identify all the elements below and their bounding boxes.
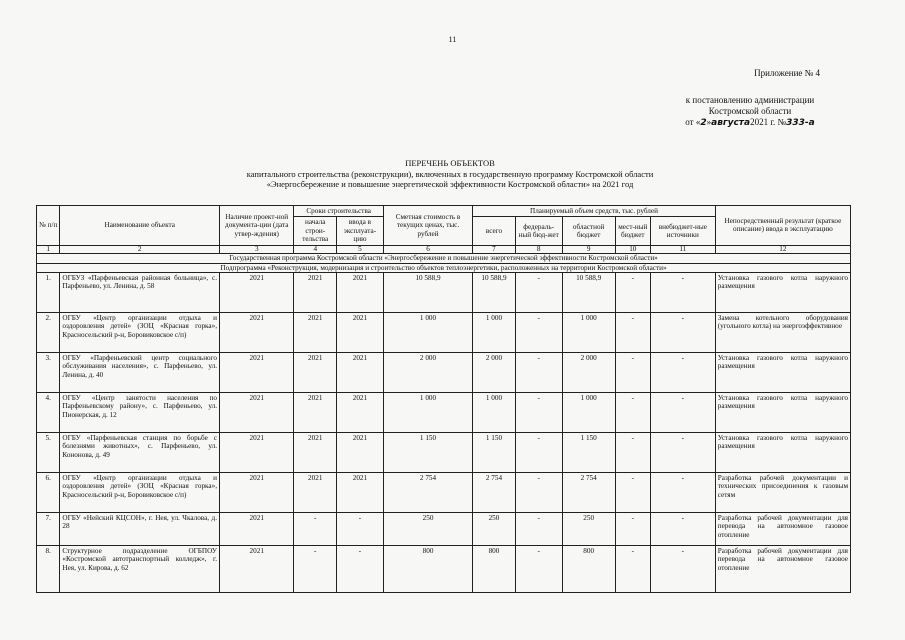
object-name: ОГБУ «Парфеньевский центр социального обслуживания населения», с. Парфеньево, ул. Ленина, д. 40 (60, 352, 220, 392)
date-month: августа (711, 118, 751, 128)
commission-year: 2021 (337, 312, 384, 352)
local-budget: - (615, 392, 650, 432)
commission-year: - (337, 512, 384, 545)
federal-budget: - (515, 312, 562, 352)
project-docs-date: 2021 (220, 472, 294, 512)
date-prefix: от « (685, 117, 701, 127)
estimated-cost: 1 000 (383, 312, 472, 352)
appendix-line-resolution: к постановлению администрации (685, 95, 815, 105)
header-start: начала строи-тельства (294, 217, 337, 245)
expected-result: Установка газового котла наружного размещения (715, 352, 850, 392)
table-row (37, 392, 851, 432)
col-number: 4 (294, 245, 337, 254)
object-name: ОГБУ «Центр занятости населения по Парфеньевскому району», с. Парфеньево, ул. Пионерская, д. 12 (60, 392, 220, 432)
local-budget: - (615, 472, 650, 512)
row-number: 4. (37, 392, 60, 432)
commission-year: 2021 (337, 472, 384, 512)
table-row (37, 312, 851, 352)
col-number: 8 (515, 245, 562, 254)
table-row (37, 472, 851, 512)
row-number: 6. (37, 472, 60, 512)
appendix-number: Приложение № 4 (754, 68, 820, 78)
col-number: 5 (337, 245, 384, 254)
expected-result: Разработка рабочей документации и технических присоединения к газовым сетям (715, 472, 850, 512)
local-budget: - (615, 312, 650, 352)
estimated-cost: 800 (383, 545, 472, 592)
off-budget-sources: - (650, 472, 715, 512)
table-row (37, 272, 851, 312)
program-row: Государственная программа Костромской области «Энергосбережение и повышение энергетической эффективности Костромской области» (37, 254, 851, 263)
off-budget-sources: - (650, 432, 715, 472)
construction-start: 2021 (294, 352, 337, 392)
construction-start: - (294, 512, 337, 545)
date-year: 2021 г. № (750, 117, 787, 127)
estimated-cost: 2 000 (383, 352, 472, 392)
col-number: 9 (562, 245, 615, 254)
expected-result: Установка газового котла наружного размещения (715, 272, 850, 312)
total-funding: 2 754 (473, 472, 516, 512)
appendix-date-line (675, 117, 825, 129)
expected-result: Установка газового котла наружного размещения (715, 432, 850, 472)
col-number: 3 (220, 245, 294, 254)
total-funding: 10 588,9 (473, 272, 516, 312)
col-number: 7 (473, 245, 516, 254)
regional-budget: 1 000 (562, 392, 615, 432)
construction-start: - (294, 545, 337, 592)
construction-start: 2021 (294, 272, 337, 312)
header-docs: Наличие проект-ной документа-ции (дата утвер-ждения) (220, 206, 294, 246)
construction-start: 2021 (294, 312, 337, 352)
title-line-2: капитального строительства (реконструкции), включенных в государственную программу Костромской области (246, 168, 654, 179)
object-name: ОГБУ «Центр организации отдыха и оздоровления детей» (ЗОЦ «Красная горка», Красносельский р-н, Боровиковское с/п) (60, 472, 220, 512)
row-number: 3. (37, 352, 60, 392)
row-number: 1. (37, 272, 60, 312)
off-budget-sources: - (650, 545, 715, 592)
off-budget-sources: - (650, 352, 715, 392)
estimated-cost: 1 000 (383, 392, 472, 432)
federal-budget: - (515, 512, 562, 545)
expected-result: Разработка рабочей документации для перевода на автономное газовое отопление (715, 545, 850, 592)
regional-budget: 2 000 (562, 352, 615, 392)
col-number: 1 (37, 245, 60, 254)
commission-year: 2021 (337, 432, 384, 472)
commission-year: 2021 (337, 352, 384, 392)
regional-budget: 250 (562, 512, 615, 545)
date-mid: » (706, 117, 712, 127)
header-commission: ввода в эксплуата-цию (337, 217, 384, 245)
column-number-row (37, 245, 851, 254)
header-planned: Планируемый объем средств, тыс. рублей (473, 206, 716, 217)
total-funding: 250 (473, 512, 516, 545)
header-name: Наименование объекта (60, 206, 220, 246)
table-row (37, 545, 851, 592)
regional-budget: 2 754 (562, 472, 615, 512)
col-number: 12 (715, 245, 850, 254)
object-name: Структурное подразделение ОГБПОУ «Костромской автотранспортный колледж», г. Нея, ул. Кирова, д. 62 (60, 545, 220, 592)
total-funding: 2 000 (473, 352, 516, 392)
commission-year: 2021 (337, 392, 384, 432)
construction-start: 2021 (294, 432, 337, 472)
off-budget-sources: - (650, 272, 715, 312)
project-docs-date: 2021 (220, 352, 294, 392)
federal-budget: - (515, 352, 562, 392)
objects-table (36, 205, 851, 593)
project-docs-date: 2021 (220, 392, 294, 432)
title-line-3: «Энергосбережение и повышение энергетической эффективности Костромской области» на 2021 год (266, 179, 634, 189)
total-funding: 1 000 (473, 312, 516, 352)
row-number: 2. (37, 312, 60, 352)
object-name: ОГБУЗ «Парфеньевская районная больница», с. Парфеньево, ул. Ленина, д. 58 (60, 272, 220, 312)
total-funding: 1 000 (473, 392, 516, 432)
object-name: ОГБУ «Парфеньевская станция по борьбе с болезнями животных», с. Парфеньево, ул. Кононова, д. 49 (60, 432, 220, 472)
col-number: 6 (383, 245, 472, 254)
col-number: 11 (650, 245, 715, 254)
header-offbudget: внебюджет-ные источники (650, 217, 715, 245)
subprogram-row: Подпрограмма «Реконструкция, модернизация и строительство объектов теплоэнергетики, расположенных на территории Костромской области» (37, 263, 851, 272)
table-row (37, 512, 851, 545)
commission-year: 2021 (337, 272, 384, 312)
estimated-cost: 250 (383, 512, 472, 545)
header-federal: федераль-ный бюд-жет (515, 217, 562, 245)
regional-budget: 1 000 (562, 312, 615, 352)
estimated-cost: 2 754 (383, 472, 472, 512)
page-number: 11 (448, 35, 457, 44)
local-budget: - (615, 272, 650, 312)
off-budget-sources: - (650, 312, 715, 352)
row-number: 7. (37, 512, 60, 545)
project-docs-date: 2021 (220, 512, 294, 545)
table-row (37, 432, 851, 472)
federal-budget: - (515, 545, 562, 592)
header-terms: Сроки строительства (294, 206, 383, 217)
header-cost: Сметная стоимость в текущих ценах, тыс. рублей (383, 206, 472, 246)
local-budget: - (615, 432, 650, 472)
local-budget: - (615, 512, 650, 545)
regional-budget: 1 150 (562, 432, 615, 472)
col-number: 2 (60, 245, 220, 254)
appendix-reference (675, 95, 825, 129)
total-funding: 1 150 (473, 432, 516, 472)
row-number: 8. (37, 545, 60, 592)
estimated-cost: 1 150 (383, 432, 472, 472)
off-budget-sources: - (650, 512, 715, 545)
expected-result: Разработка рабочей документации для перевода на автономное газовое отопление (715, 512, 850, 545)
construction-start: 2021 (294, 392, 337, 432)
project-docs-date: 2021 (220, 545, 294, 592)
object-name: ОГБУ «Центр организации отдыха и оздоровления детей» (ЗОЦ «Красная горка», Красносельский р-н, Боровиковское с/п) (60, 312, 220, 352)
regional-budget: 10 588,9 (562, 272, 615, 312)
header-local: мест-ный бюджет (615, 217, 650, 245)
title-line-1: ПЕРЕЧЕНЬ ОБЪЕКТОВ (405, 158, 495, 168)
expected-result: Установка газового котла наружного размещения (715, 392, 850, 432)
appendix-line-region: Костромской области (708, 106, 792, 116)
row-number: 5. (37, 432, 60, 472)
federal-budget: - (515, 272, 562, 312)
estimated-cost: 10 588,9 (383, 272, 472, 312)
object-name: ОГБУ «Нейский КЦСОН», г. Нея, ул. Чкалова, д. 28 (60, 512, 220, 545)
project-docs-date: 2021 (220, 272, 294, 312)
total-funding: 800 (473, 545, 516, 592)
header-result: Непосредственный результат (краткое описание) ввода в эксплуатацию (715, 206, 850, 246)
federal-budget: - (515, 432, 562, 472)
local-budget: - (615, 352, 650, 392)
federal-budget: - (515, 392, 562, 432)
regional-budget: 800 (562, 545, 615, 592)
expected-result: Замена котельного оборудования (угольного котла) на энергоэффективное (715, 312, 850, 352)
project-docs-date: 2021 (220, 432, 294, 472)
date-day: 2 (700, 118, 707, 128)
local-budget: - (615, 545, 650, 592)
table-row (37, 352, 851, 392)
header-total: всего (473, 217, 516, 245)
document-title (120, 158, 780, 190)
federal-budget: - (515, 472, 562, 512)
col-number: 10 (615, 245, 650, 254)
header-num: № п/п (37, 206, 60, 246)
construction-start: 2021 (294, 472, 337, 512)
project-docs-date: 2021 (220, 312, 294, 352)
header-regional: областной бюджет (562, 217, 615, 245)
off-budget-sources: - (650, 392, 715, 432)
commission-year: - (337, 545, 384, 592)
date-number: 333-а (786, 118, 815, 128)
